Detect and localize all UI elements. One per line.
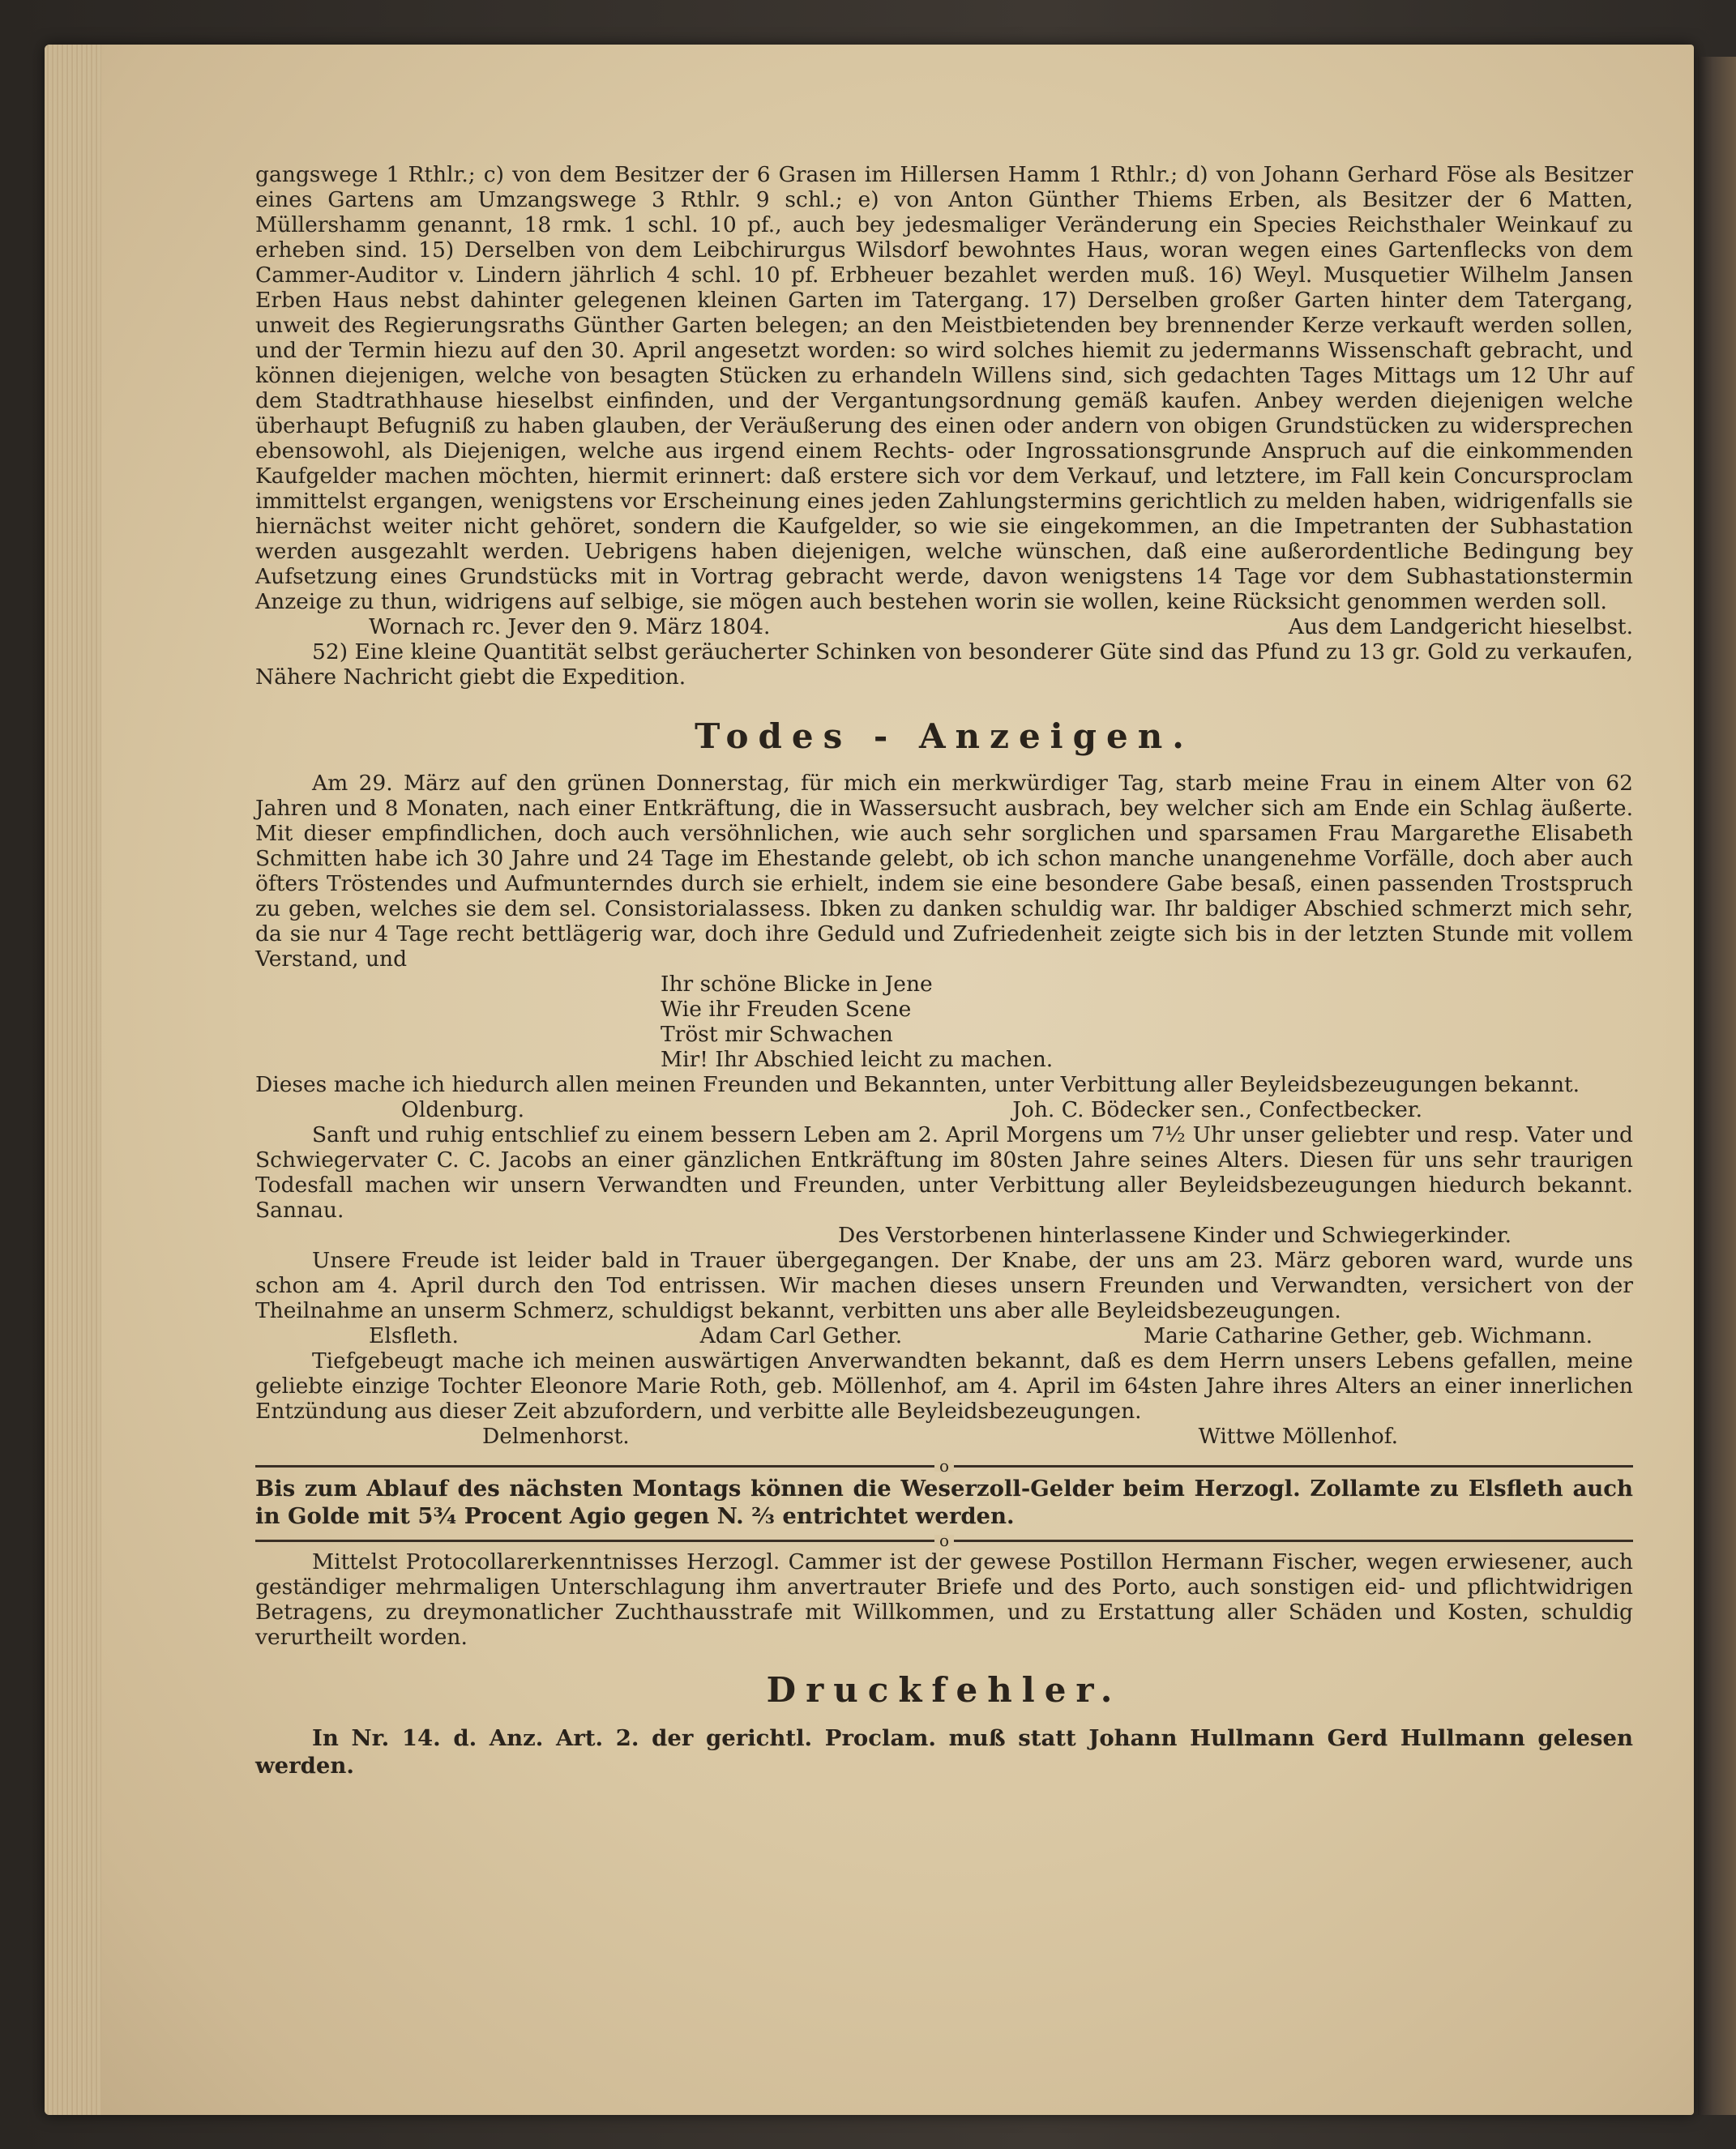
death-notice-1: Am 29. März auf den grünen Donnerstag, für mich ein merkwürdiger Tag, starb meine Frau in einem Alter von 62 Jahren und 8 Monaten, nach einer Entkräftung, die in Wassersucht ausbrach, bey welcher sich am Ende ein Schlag äußerte. Mit dieser empfindlichen, doch auch versöhnlichen, wie auch sehr sorglichen und sparsamen Frau Margarethe Elisabeth Schmitten habe ich 30 Jahre und 24 Tage im Ehestande gelebt, ob ich schon manche unangenehme Vorfälle, doch aber auch öfters Tröstendes und Aufmunterndes durch sie erhielt, indem sie eine besondere Gabe besaß, einen passenden Trostspruch zu geben, welches sie dem sel. Consistorialassess. Ibken zu danken schuldig war. Ihr baldiger Abschied schmerzt mich sehr, da sie nur 4 Tage recht bettlägerig war, doch ihre Geduld und Zufriedenheit zeigte sich bis in der letzten Stunde mit vollem Verstand, und bbox=[255, 771, 1633, 972]
signature-name: Joh. C. Bödecker sen., Confectbecker. bbox=[1012, 1097, 1422, 1122]
auction-notice-signature bbox=[255, 614, 1633, 639]
signature-place: Elsfleth. bbox=[369, 1323, 459, 1348]
death-notice-1-closing: Dieses mache ich hiedurch allen meinen Freunden und Bekannten, unter Verbittung aller Beyleidsbezeugungen bekannt. bbox=[255, 1072, 1580, 1097]
page-content bbox=[255, 162, 1633, 2026]
death-notice-3: Unsere Freude ist leider bald in Trauer übergegangen. Der Knabe, der uns am 23. März geboren ward, wurde uns schon am 4. April durch den Tod entrissen. Wir machen dieses unsern Freunden und Verwandten, versichert von der Theilnahme an unserm Schmerz, schuldigst bekannt, verbitten uns aber alle Beyleidsbezeugungen. bbox=[255, 1248, 1633, 1323]
signature-name: Marie Catharine Gether, geb. Wichmann. bbox=[1143, 1323, 1593, 1348]
signature-name: Adam Carl Gether. bbox=[699, 1323, 903, 1348]
divider-ornament: o bbox=[934, 1460, 954, 1472]
weserzoll-notice: Bis zum Ablauf des nächsten Montags können die Weserzoll-Gelder beim Herzogl. Zollamte zu Elsfleth auch in Golde mit 5¾ Procent Agio gegen N. ⅔ entrichtet werden. bbox=[255, 1476, 1633, 1529]
auction-signature-authority: Aus dem Landgericht hieselbst. bbox=[1288, 614, 1633, 639]
death-notice-4: Tiefgebeugt mache ich meinen auswärtigen Anverwandten bekannt, daß es dem Herrn unsers Lebens gefallen, meine geliebte einzige Tochter Eleonore Marie Roth, geb. Möllenhof, am 4. April im 64sten Jahre ihres Alters an einer innerlichen Entzündung aus dieser Zeit abzufordern, und verbitte alle Beyleidsbezeugungen. bbox=[255, 1348, 1633, 1424]
postillon-notice: Mittelst Protocollarerkenntnisses Herzogl. Cammer ist der gewese Postillon Hermann Fischer, wegen erwiesener, auch geständiger mehrmaligen Unterschlagung ihm anvertrauter Briefe und des Porto, auch sonstigen eid- und pflichtwidrigen Betragens, zu dreymonatlicher Zuchthausstrafe mit Willkommen, und zu Erstattung aller Schäden und Kosten, schuldig verurtheilt worden. bbox=[255, 1549, 1633, 1650]
death-notice-4-signature bbox=[255, 1424, 1633, 1449]
signature-place: Oldenburg. bbox=[401, 1097, 524, 1122]
verse-line: Tröst mir Schwachen bbox=[661, 1022, 893, 1047]
todes-anzeigen-heading: Todes - Anzeigen. bbox=[695, 716, 1194, 756]
death-notice-1-signature bbox=[255, 1097, 1633, 1122]
verse-line: Wie ihr Freuden Scene bbox=[661, 997, 912, 1022]
next-page-edge bbox=[1698, 57, 1736, 2115]
auction-notice-paragraph: gangswege 1 Rthlr.; c) von dem Besitzer der 6 Grasen im Hillersen Hamm 1 Rthlr.; d) von Johann Gerhard Föse als Besitzer eines Gartens am Umzangswege 3 Rthlr. 9 schl.; e) von Anton Günther Thiems Erben, als Besitzer der 6 Matten, Müllershamm genannt, 18 rmk. 1 schl. 10 pf., auch bey jedesmaliger Veränderung ein Species Reichsthaler Weinkauf zu erheben sind. 15) Derselben von dem Leibchirurgus Wilsdorf bewohntes Haus, woran wegen eines Gartenflecks von dem Cammer-Auditor v. Lindern jährlich 4 schl. 10 pf. Erbheuer bezahlet werden muß. 16) Weyl. Musquetier Wilhelm Jansen Erben Haus nebst dahinter gelegenen kleinen Garten im Tatergang. 17) Derselben großer Garten hinter dem Tatergang, unweit des Regierungsraths Günther Garten belegen; an den Meistbietenden bey brennender Kerze verkauft werden sollen, und der Termin hiezu auf den 30. April angesetzt worden: so wird solches hiemit zu jedermanns Wissenschaft gebracht, und können diejenigen, welche von besagten Stücken zu erhandeln Willens sind, sich gedachten Tages Mittags um 12 Uhr auf dem Stadtrathhause hieselbst einfinden, und der Vergantungsordnung gemäß kaufen. Anbey werden diejenigen welche überhaupt Befugniß zu haben glauben, der Veräußerung des einen oder andern von obigen Grundstücken zu widersprechen ebensowohl, als Diejenigen, welche aus irgend einem Rechts- oder Ingrossationsgrunde Anspruch auf die einkommenden Kaufgelder machen möchten, hiermit erinnert: daß erstere sich vor dem Verkauf, und letztere, im Fall kein Concursproclam immittelst ergangen, wenigstens vor Erscheinung eines jeden Zahlungstermins gerichtlich zu melden haben, widrigenfalls sie hiernächst weiter nicht gehöret, sondern die Kaufgelder, so wie sie eingekommen, an die Impetranten der Subhastation werden ausgezahlt werden. Uebrigens haben diejenigen, welche wünschen, daß eine außerordentliche Bedingung bey Aufsetzung eines Grundstücks mit in Vortrag gebracht werde, davon wenigstens 14 Tage vor dem Subhastationstermin Anzeige zu thun, widrigens auf selbige, sie mögen auch bestehen worin sie wollen, keine Rücksicht genommen werden soll. bbox=[255, 162, 1633, 614]
signature-place: Delmenhorst. bbox=[482, 1424, 630, 1449]
divider-ornament: o bbox=[934, 1535, 954, 1546]
verse-line: Mir! Ihr Abschied leicht zu machen. bbox=[661, 1047, 1054, 1072]
druckfehler-text: In Nr. 14. d. Anz. Art. 2. der gerichtl. Proclam. muß statt Johann Hullmann Gerd Hullmann gelesen werden. bbox=[255, 1725, 1633, 1779]
auction-signature-place-date: Wornach rc. Jever den 9. März 1804. bbox=[369, 614, 771, 639]
death-notice-2-signature: Des Verstorbenen hinterlassene Kinder und Schwiegerkinder. bbox=[838, 1223, 1512, 1248]
signature-name: Wittwe Möllenhof. bbox=[1198, 1424, 1398, 1449]
death-notice-1-verse bbox=[255, 972, 1633, 1072]
ham-sale-notice: 52) Eine kleine Quantität selbst geräucherter Schinken von besonderer Güte sind das Pfund zu 13 gr. Gold zu verkaufen, Nähere Nachricht giebt die Expedition. bbox=[255, 639, 1633, 690]
section-divider bbox=[255, 1531, 1633, 1550]
section-divider bbox=[255, 1456, 1633, 1476]
death-notice-3-signature bbox=[255, 1323, 1633, 1348]
verse-line: Ihr schöne Blicke in Jene bbox=[661, 972, 933, 997]
page-stack-edges bbox=[45, 45, 101, 2115]
death-notice-2: Sanft und ruhig entschlief zu einem bessern Leben am 2. April Morgens um 7½ Uhr unser geliebter und resp. Vater und Schwiegervater C. C. Jacobs an einer gänzlichen Entkräftung im 80sten Jahre seines Alters. Diesen für uns sehr traurigen Todesfall machen wir unsern Verwandten und Freunden, unter Verbittung aller Beyleidsbezeugungen hiedurch bekannt. Sannau. bbox=[255, 1122, 1633, 1223]
druckfehler-heading: Druckfehler. bbox=[766, 1670, 1122, 1710]
